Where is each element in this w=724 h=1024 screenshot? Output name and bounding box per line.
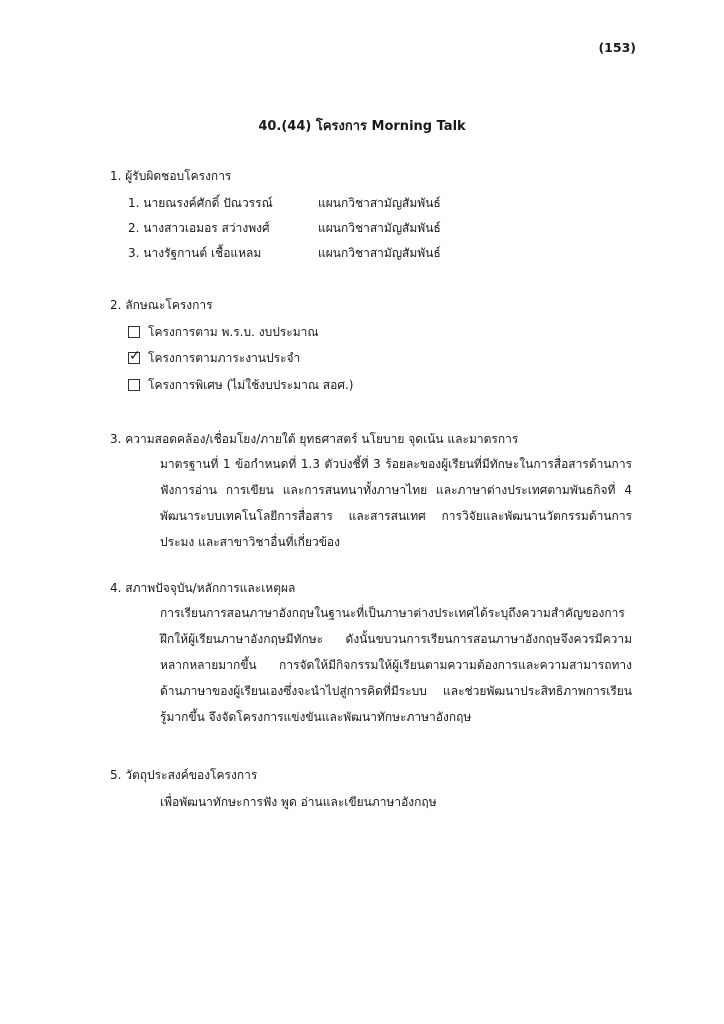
person-dept: แผนกวิชาสามัญสัมพันธ์: [318, 221, 441, 235]
checkbox-empty-icon: [128, 326, 140, 338]
checkbox-checked-icon: [128, 352, 140, 364]
section3-heading: 3. ความสอดคล้อง/เชื่อมโยง/ภายใต้ ยุทธศาสตร์ นโยบาย จุดเน้น และมาตรการ: [110, 432, 519, 446]
paragraph-text: มาตรฐานที่ 1 ข้อกำหนดที่ 1.3 ตัวบ่งชี้ที่ 3 ร้อยละของผู้เรียนที่มีทักษะในการสื่อสารด้านการฟังการอ่าน การเขียน และการสนทนาทั้งภาษาไทย และภาษาต่างประเทศตามพันธกิจที่ 4 พัฒนาระบบเทคโนโลยีการสื่อสาร และสารสนเทศ การวิจัยและพัฒนานวัตกรรมด้านการประมง และสาขาวิชาอื่นที่เกี่ยวข้อง: [160, 457, 632, 549]
section5-heading: 5. วัตถุประสงค์ของโครงการ: [110, 768, 258, 782]
person-name: 1. นายณรงค์ศักดิ์ ปัณวรรณ์: [128, 196, 273, 210]
paragraph-text: การเรียนการสอนภาษาอังกฤษในฐานะที่เป็นภาษาต่างประเทศได้ระบุถึงความสำคัญของการฝึกให้ผู้เรียนภาษาอังกฤษมีทักษะ ดังนั้นขบวนการเรียนการสอนภาษาอังกฤษจึงควรมีความหลากหลายมากขึ้น การจัดให้มีกิจกรรมให้ผู้เรียนตามความต้องการและความสามารถทางด้านภาษาของผู้เรียนเองซึ่งจะนำไปสู่การคิดที่มีระบบ และช่วยพัฒนาประสิทธิภาพการเรียนรู้มากขึ้น จึงจัดโครงการแข่งขันและพัฒนาทักษะภาษาอังกฤษ: [160, 606, 632, 724]
responsible-person-2: [128, 220, 270, 236]
person-dept: แผนกวิชาสามัญสัมพันธ์: [318, 246, 441, 260]
page-title: 40.(44) โครงการ Morning Talk: [258, 119, 466, 134]
option-label: โครงการตามภาระงานประจำ: [148, 351, 301, 365]
checkbox-empty-icon: [128, 379, 140, 391]
responsible-person-1: [128, 195, 273, 211]
option-label: โครงการพิเศษ (ไม่ใช้งบประมาณ สอศ.): [148, 378, 354, 392]
section3-body: [110, 451, 632, 555]
section1-heading: 1. ผู้รับผิดชอบโครงการ: [110, 169, 232, 183]
option-label: โครงการตาม พ.ร.บ. งบประมาณ: [148, 325, 319, 339]
section5-body: เพื่อพัฒนาทักษะการฟัง พูด อ่านและเขียนภาษาอังกฤษ: [160, 795, 437, 809]
project-type-option: [128, 324, 318, 340]
section4-heading: 4. สภาพปัจจุบัน/หลักการและเหตุผล: [110, 581, 296, 595]
responsible-person-3: [128, 245, 261, 261]
section4-body: [110, 600, 632, 730]
person-name: 3. นางรัฐกานต์ เชื้อแหลม: [128, 246, 262, 260]
project-type-option: [128, 377, 353, 393]
person-dept: แผนกวิชาสามัญสัมพันธ์: [318, 196, 441, 210]
page-number: (153): [598, 40, 636, 55]
section2-heading: 2. ลักษณะโครงการ: [110, 298, 213, 312]
person-name: 2. นางสาวเอมอร สว่างพงศ์: [128, 221, 270, 235]
project-type-option: [128, 350, 300, 366]
